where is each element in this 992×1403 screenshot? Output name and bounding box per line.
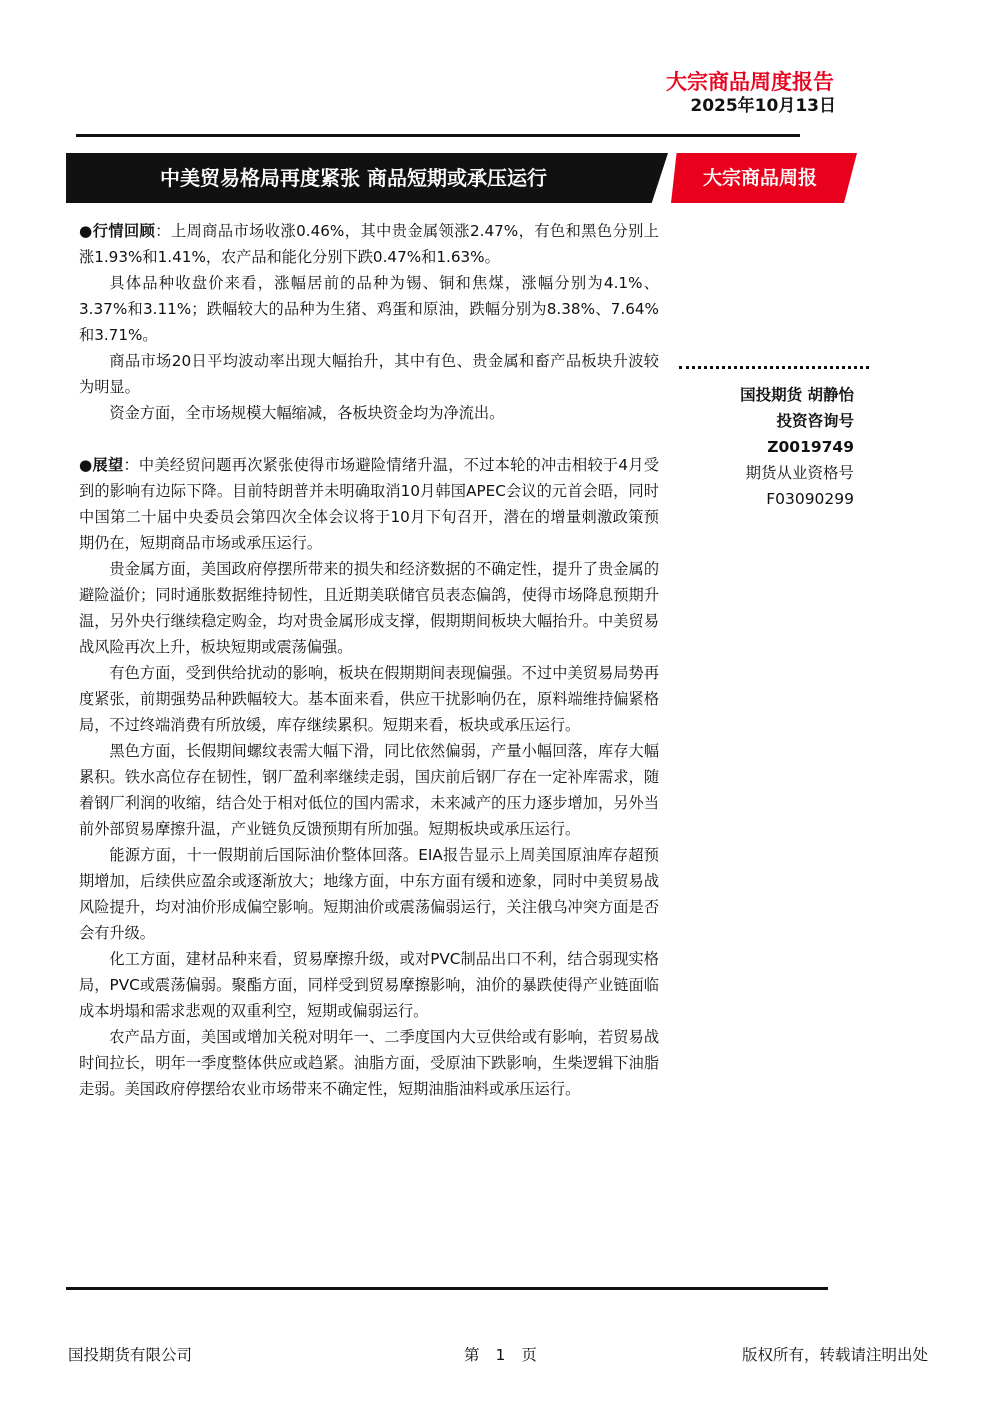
report-type-title: 大宗商品周度报告 — [666, 70, 834, 94]
section-gap — [79, 426, 659, 452]
report-headline: 中美贸易格局再度紧张 商品短期或承压运行 — [160, 166, 547, 190]
page-number: 第 1 页 — [464, 1346, 537, 1364]
outlook-paragraph-1: ●展望：中美经贸问题再次紧张使得市场避险情绪升温，不过本轮的冲击相较于4月受到的影响有边际下降。目前特朗普并未明确取消10月韩国APEC会议的元首会晤，同时中国第二十届中央委员会第四次全体会议将于10月下旬召开，潜在的增量刺激政策预期仍在，短期商品市场或承压运行。 — [79, 456, 659, 552]
sidebar-dotted-divider — [679, 366, 869, 369]
report-date: 2025年10月13日 — [690, 96, 836, 116]
header-divider — [76, 134, 800, 137]
report-body — [79, 218, 659, 1102]
qualification-label: 期货从业资格号 — [745, 464, 854, 482]
footer-divider — [66, 1287, 828, 1290]
outlook-agriculture: 农产品方面，美国或增加关税对明年一、二季度国内大豆供给或有影响，若贸易战时间拉长，明年一季度整体供应或趋紧。油脂方面，受原油下跌影响，生柴逻辑下油脂走弱。美国政府停摆给农业市场带来不确定性，短期油脂油料或承压运行。 — [79, 1028, 659, 1098]
outlook-precious-metals: 贵金属方面，美国政府停摆所带来的损失和经济数据的不确定性，提升了贵金属的避险溢价；同时通胀数据维持韧性，且近期美联储官员表态偏鸽，使得市场降息预期升温，另外央行继续稳定购金，均对贵金属形成支撑，假期期间板块大幅抬升。中美贸易战风险再次上升，板块短期或震荡偏强。 — [79, 560, 659, 656]
outlook-chemicals: 化工方面，建材品种来看，贸易摩擦升级，或对PVC制品出口不利，结合弱现实格局，PVC或震荡偏弱。聚酯方面，同样受到贸易摩擦影响，油价的暴跌使得产业链面临成本坍塌和需求悲观的双重利空，短期或偏弱运行。 — [79, 950, 659, 1020]
outlook-ferrous: 黑色方面，长假期间螺纹表需大幅下滑，同比依然偏弱，产量小幅回落，库存大幅累积。铁水高位存在韧性，钢厂盈利率继续走弱，国庆前后钢厂存在一定补库需求，随着钢厂利润的收缩，结合处于相对低位的国内需求，未来减产的压力逐步增加，另外当前外部贸易摩擦升温，产业链负反馈预期有所加强。短期板块或承压运行。 — [79, 742, 659, 838]
review-label: ●行情回顾 — [79, 222, 156, 240]
analyst-company-name: 国投期货 胡静怡 — [740, 386, 854, 404]
analyst-info — [740, 382, 854, 512]
review-paragraph-3: 商品市场20日平均波动率出现大幅抬升，其中有色、贵金属和畜产品板块升波较为明显。 — [79, 352, 659, 396]
consult-label: 投资咨询号 — [776, 412, 854, 430]
review-paragraph-4: 资金方面，全市场规模大幅缩减，各板块资金均为净流出。 — [109, 404, 505, 422]
review-paragraph-2: 具体品种收盘价来看，涨幅居前的品种为锡、铜和焦煤，涨幅分别为4.1%、3.37%和3.11%；跌幅较大的品种为生猪、鸡蛋和原油，跌幅分别为8.38%、7.64%和3.71%。 — [79, 274, 659, 344]
review-paragraph-1: ●行情回顾：上周商品市场收涨0.46%，其中贵金属领涨2.47%，有色和黑色分别上涨1.93%和1.41%，农产品和能化分别下跌0.47%和1.63%。 — [79, 222, 659, 266]
outlook-nonferrous: 有色方面，受到供给扰动的影响，板块在假期期间表现偏强。不过中美贸易局势再度紧张，前期强势品种跌幅较大。基本面来看，供应干扰影响仍在，原料端维持偏紧格局，不过终端消费有所放缓，库存继续累积。短期来看，板块或承压运行。 — [79, 664, 659, 734]
report-category-tag: 大宗商品周报 — [702, 167, 817, 189]
footer-company: 国投期货有限公司 — [68, 1346, 193, 1364]
qualification-number: F03090299 — [766, 490, 854, 508]
outlook-label: ●展望 — [79, 456, 124, 474]
consult-number: Z0019749 — [767, 438, 854, 456]
footer-copyright: 版权所有，转载请注明出处 — [741, 1346, 928, 1364]
outlook-energy: 能源方面，十一假期前后国际油价整体回落。EIA报告显示上周美国原油库存超预期增加，后续供应盈余或逐渐放大；地缘方面，中东方面有缓和迹象，同时中美贸易战风险提升，均对油价形成偏空影响。短期油价或震荡偏弱运行，关注俄乌冲突方面是否会有升级。 — [79, 846, 659, 942]
